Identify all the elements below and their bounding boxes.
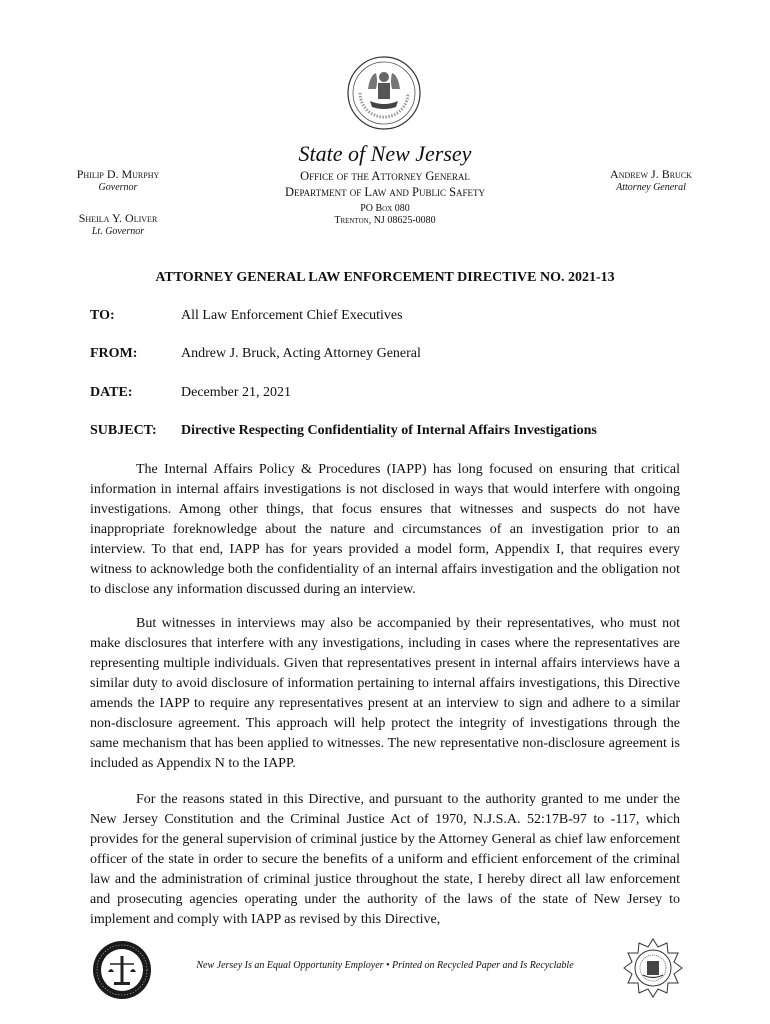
memo-to-value: All Law Enforcement Chief Executives xyxy=(181,308,403,323)
memo-from-label: FROM: xyxy=(90,346,138,361)
lt-governor-title: Lt. Governor xyxy=(91,226,145,237)
body-paragraph-3: For the reasons stated in this Directive, and pursuant to the authority granted to me under the New Jersey Constitution and the Criminal Justice Act of 1970, N.J.S.A. 52:17B-97 to -117, which provides for the general supervision of criminal justice by the Attorney General as chief law enforcement officer of the state in order to secure the benefits of a uniform and efficient enforcement of the criminal law and the administration of criminal justice throughout the state, I hereby direct all law enforcement and prosecuting agencies operating under the authority of the laws of the state of New Jersey to implement and comply with IAPP as revised by this Directive, xyxy=(90,792,680,927)
address-line-2: Trenton, NJ 08625-0080 xyxy=(334,215,436,226)
directive-title: ATTORNEY GENERAL LAW ENFORCEMENT DIRECTIVE NO. 2021-13 xyxy=(155,270,615,285)
memo-date-value: December 21, 2021 xyxy=(181,385,292,400)
memo-subject-value: Directive Respecting Confidentiality of Internal Affairs Investigations xyxy=(181,423,597,438)
memo-subject-label: SUBJECT: xyxy=(90,423,157,438)
attorney-general-block xyxy=(596,168,706,194)
governor-title: Governor xyxy=(98,182,138,193)
governor-block xyxy=(68,168,168,194)
body-paragraph-1: The Internal Affairs Policy & Procedures (IAPP) has long focused on ensuring that critical information in internal affairs investigations is not disclosed in ways that would interfere with ongoing investigations. Among other things, that focus ensures that witnesses and suspects do not have inappropriate foreknowledge about the nature and circumstances of an investigation prior to an interview. To that end, IAPP has for years provided a model form, Appendix I, that requires every witness to acknowledge both the confidentiality of an internal affairs investigation and the obligation not to disclose any information discussed during an interview. xyxy=(90,462,680,597)
body-paragraph-2: But witnesses in interviews may also be accompanied by their representatives, who must not make disclosures that interfere with any investigations, including in cases where the representatives are representing multiple individuals. Given that representatives present in internal affairs interviews have a similar duty to avoid disclosure of information pertaining to internal affairs investigations, this Directive amends the IAPP to require any representatives present at an interview to sign and adhere to a similar non-disclosure agreement. This approach will help protect the integrity of investigations through the same mechanism that has been applied to witnesses. The new representative non-disclosure agreement is included as Appendix N to the IAPP. xyxy=(90,616,680,771)
governor-name: Philip D. Murphy xyxy=(76,167,160,181)
memo-from-value: Andrew J. Bruck, Acting Attorney General xyxy=(181,346,421,361)
office-block xyxy=(235,168,535,227)
state-title: State of New Jersey xyxy=(298,141,472,166)
attorney-general-name: Andrew J. Bruck xyxy=(610,167,692,181)
footer-text: New Jersey Is an Equal Opportunity Employer • Printed on Recycled Paper and Is Recyclable xyxy=(196,960,574,971)
memo-to-label: TO: xyxy=(90,308,115,323)
address-line-1: PO Box 080 xyxy=(360,203,410,214)
state-police-badge-icon xyxy=(622,937,684,999)
lt-governor-block xyxy=(68,212,168,238)
state-seal-icon xyxy=(346,55,422,131)
office-line-2: Department of Law and Public Safety xyxy=(284,185,486,199)
lt-governor-name: Sheila Y. Oliver xyxy=(78,211,158,225)
office-line-1: Office of the Attorney General xyxy=(300,169,470,183)
memo-date-label: DATE: xyxy=(90,385,133,400)
attorney-general-title: Attorney General xyxy=(616,182,686,193)
